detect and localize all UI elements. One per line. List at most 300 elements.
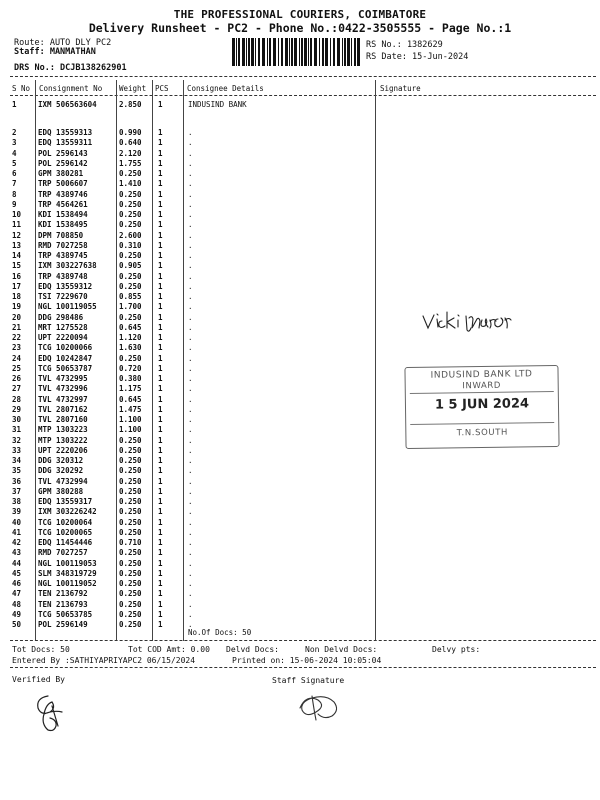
- row-weight: 0.250: [119, 220, 142, 230]
- row-sno: 49: [12, 609, 22, 619]
- row-consignment-no: RMD 7027257: [38, 548, 88, 558]
- row-weight: 0.250: [119, 579, 142, 588]
- printed-on: Printed on: 15-06-2024 10:05:04: [232, 656, 382, 665]
- row-weight: 0.250: [119, 558, 142, 568]
- row-pcs: 1: [158, 527, 163, 537]
- barcode-bar: [262, 38, 265, 66]
- row-pcs: 1: [158, 100, 163, 109]
- row-consignment-no: TVL 4732994: [38, 476, 88, 486]
- row-consignee: .: [188, 322, 193, 332]
- row-consignment-no: TCG 10200065: [38, 527, 93, 537]
- barcode-bar: [242, 38, 245, 66]
- row-consignment-no: UPT 2220206: [38, 445, 88, 455]
- row-sno: 43: [12, 548, 22, 558]
- barcode-bar: [269, 38, 271, 66]
- row-consignment-no: TCG 50653785: [38, 609, 93, 619]
- row-weight: 0.250: [119, 466, 142, 476]
- col-header-consignment: Consignment No: [39, 84, 103, 93]
- row-sno: 28: [12, 394, 22, 404]
- row-consignment-no: EDQ 13559317: [38, 497, 93, 506]
- row-consignee: .: [188, 158, 193, 168]
- row-consignee: .: [188, 363, 193, 373]
- row-consignee: .: [188, 538, 193, 547]
- row-pcs: 1: [158, 148, 163, 158]
- column-rule: [35, 80, 36, 641]
- row-consignment-no: EDQ 13559311: [38, 138, 93, 148]
- column-header-divider: [10, 95, 596, 96]
- row-weight: 0.310: [119, 240, 142, 250]
- row-consignee: .: [188, 220, 193, 230]
- row-weight: 0.645: [119, 322, 142, 332]
- row-weight: 0.250: [119, 507, 142, 517]
- row-sno: 47: [12, 589, 22, 599]
- barcode-bar: [333, 38, 335, 66]
- table-bottom-divider: [10, 640, 596, 641]
- row-consignment-no: IXM 303227638: [38, 261, 97, 271]
- barcode-bar: [308, 38, 309, 66]
- row-sno: 34: [12, 456, 22, 465]
- column-rule: [152, 80, 153, 641]
- barcode-bar: [351, 38, 352, 66]
- row-sno: 45: [12, 568, 22, 578]
- row-weight: 2.850: [119, 100, 142, 109]
- stamp-inward: INWARD: [462, 380, 502, 392]
- row-weight: 1.700: [119, 302, 142, 312]
- row-consignee: .: [188, 230, 193, 240]
- row-pcs: 1: [158, 476, 163, 486]
- row-consignment-no: TEN 2136792: [38, 589, 88, 599]
- row-consignee: .: [188, 507, 193, 517]
- row-weight: 1.410: [119, 179, 142, 189]
- row-pcs: 1: [158, 333, 163, 342]
- row-pcs: 1: [158, 599, 163, 609]
- row-pcs: 1: [158, 486, 163, 496]
- row-sno: 46: [12, 579, 22, 588]
- row-sno: 3: [12, 138, 17, 148]
- row-consignment-no: DDG 320292: [38, 466, 84, 476]
- staff-label: Staff: MANMATHAN: [14, 47, 96, 57]
- row-weight: 1.120: [119, 333, 142, 342]
- row-consignment-no: EDQ 13559313: [38, 128, 93, 137]
- row-pcs: 1: [158, 261, 163, 271]
- row-pcs: 1: [158, 322, 163, 332]
- row-sno: 50: [12, 620, 22, 629]
- row-pcs: 1: [158, 579, 163, 588]
- row-consignment-no: MTP 1303222: [38, 435, 88, 445]
- row-pcs: 1: [158, 312, 163, 322]
- row-weight: 0.250: [119, 486, 142, 496]
- barcode-bar: [322, 38, 324, 66]
- row-sno: 7: [12, 179, 17, 189]
- row-consignee: .: [188, 128, 193, 137]
- row-sno: 10: [12, 210, 22, 219]
- row-consignment-no: POL 2596142: [38, 158, 88, 168]
- barcode-bar: [304, 38, 307, 66]
- row-sno: 32: [12, 435, 22, 445]
- row-consignment-no: POL 2596149: [38, 620, 88, 629]
- footer-divider: [10, 667, 596, 668]
- row-weight: 0.250: [119, 169, 142, 178]
- row-consignee: .: [188, 609, 193, 619]
- barcode-bar: [319, 38, 320, 66]
- row-consignee: .: [188, 579, 193, 588]
- row-sno: 38: [12, 497, 22, 506]
- barcode-bar: [258, 38, 260, 66]
- row-pcs: 1: [158, 128, 163, 137]
- row-pcs: 1: [158, 230, 163, 240]
- row-consignee: .: [188, 384, 193, 394]
- row-sno: 24: [12, 353, 22, 363]
- row-consignee: .: [188, 302, 193, 312]
- row-pcs: 1: [158, 179, 163, 189]
- row-pcs: 1: [158, 558, 163, 568]
- row-consignment-no: TVL 2807162: [38, 404, 88, 414]
- row-sno: 16: [12, 271, 22, 281]
- staff-signature: [292, 690, 348, 724]
- row-consignee: .: [188, 394, 193, 404]
- col-header-weight: Weight: [119, 84, 147, 93]
- row-pcs: 1: [158, 189, 163, 199]
- row-weight: 2.120: [119, 148, 142, 158]
- row-weight: 0.720: [119, 363, 142, 373]
- barcode-bar: [314, 38, 317, 66]
- barcode-bar: [299, 38, 300, 66]
- row-weight: 0.990: [119, 128, 142, 137]
- row-pcs: 1: [158, 240, 163, 250]
- barcode-bar: [337, 38, 340, 66]
- row-weight: 0.250: [119, 589, 142, 599]
- stamp-bank-name: INDUSIND BANK LTD: [430, 369, 533, 381]
- row-sno: 5: [12, 158, 17, 168]
- drs-number: DRS No.: DCJB138262901: [14, 63, 127, 73]
- row-consignment-no: TRP 4389745: [38, 251, 88, 260]
- row-pcs: 1: [158, 169, 163, 178]
- row-weight: 0.250: [119, 210, 142, 219]
- row-consignee: .: [188, 456, 193, 465]
- row-consignment-no: TRP 4564261: [38, 199, 88, 209]
- barcode-bar: [344, 38, 346, 66]
- row-pcs: 1: [158, 404, 163, 414]
- row-sno: 42: [12, 538, 22, 547]
- row-sno: 14: [12, 251, 22, 260]
- barcode-bar: [278, 38, 279, 66]
- row-consignee: .: [188, 281, 193, 291]
- row-pcs: 1: [158, 415, 163, 424]
- row-consignment-no: TVL 4732996: [38, 384, 88, 394]
- row-consignment-no: IXM 303226242: [38, 507, 97, 517]
- row-consignee: .: [188, 374, 193, 383]
- rs-date: RS Date: 15-Jun-2024: [366, 52, 469, 62]
- row-sno: 33: [12, 445, 22, 455]
- col-header-signature: Signature: [380, 84, 421, 93]
- row-consignment-no: TSI 7229670: [38, 292, 88, 301]
- barcode-bar: [357, 38, 360, 66]
- row-consignment-no: TVL 2807160: [38, 415, 88, 424]
- row-sno: 2: [12, 128, 17, 137]
- row-sno: 17: [12, 281, 22, 291]
- staff-signature-label: Staff Signature: [272, 676, 345, 685]
- row-consignee: .: [188, 189, 193, 199]
- row-consignee: INDUSIND BANK: [188, 100, 247, 109]
- row-weight: 0.710: [119, 538, 142, 547]
- row-sno: 37: [12, 486, 22, 496]
- row-pcs: 1: [158, 374, 163, 383]
- row-pcs: 1: [158, 538, 163, 547]
- row-consignee: .: [188, 620, 193, 629]
- row-pcs: 1: [158, 507, 163, 517]
- row-consignee: .: [188, 271, 193, 281]
- row-sno: 40: [12, 517, 22, 527]
- row-consignment-no: IXM 506563604: [38, 100, 97, 109]
- row-sno: 19: [12, 302, 22, 312]
- row-weight: 1.755: [119, 158, 142, 168]
- col-header-consignee: Consignee Details: [187, 84, 264, 93]
- row-sno: 41: [12, 527, 22, 537]
- row-sno: 20: [12, 312, 22, 322]
- row-sno: 36: [12, 476, 22, 486]
- row-consignee: .: [188, 404, 193, 414]
- column-rule: [375, 80, 376, 641]
- row-consignee: .: [188, 589, 193, 599]
- barcode-bar: [289, 38, 290, 66]
- row-pcs: 1: [158, 445, 163, 455]
- receiver-signature: [420, 306, 532, 338]
- row-pcs: 1: [158, 384, 163, 394]
- row-weight: 1.100: [119, 425, 142, 435]
- barcode-bar: [255, 38, 256, 66]
- row-pcs: 1: [158, 568, 163, 578]
- barcode-bar: [285, 38, 288, 66]
- row-pcs: 1: [158, 517, 163, 527]
- row-pcs: 1: [158, 435, 163, 445]
- row-consignee: .: [188, 210, 193, 219]
- row-weight: 0.640: [119, 138, 142, 148]
- row-weight: 0.250: [119, 620, 142, 629]
- row-consignee: .: [188, 333, 193, 342]
- column-rule: [183, 80, 184, 641]
- row-consignee: .: [188, 240, 193, 250]
- company-name: THE PROFESSIONAL COURIERS, COIMBATORE: [173, 8, 427, 21]
- row-pcs: 1: [158, 589, 163, 599]
- row-weight: 0.250: [119, 497, 142, 506]
- barcode-bar: [273, 38, 276, 66]
- row-consignee: .: [188, 425, 193, 435]
- row-sno: 12: [12, 230, 22, 240]
- row-pcs: 1: [158, 548, 163, 558]
- row-sno: 25: [12, 363, 22, 373]
- row-consignee: .: [188, 148, 193, 158]
- row-consignment-no: DPM 708850: [38, 230, 84, 240]
- header-divider: [10, 76, 596, 77]
- route-label: Route: AUTO DLY PC2: [14, 38, 112, 48]
- entered-by: Entered By :SATHIYAPRIYAPC2 06/15/2024: [12, 656, 196, 665]
- row-weight: 0.645: [119, 394, 142, 404]
- row-consignment-no: EDQ 10242847: [38, 353, 93, 363]
- row-consignee: .: [188, 179, 193, 189]
- row-pcs: 1: [158, 210, 163, 219]
- row-weight: 1.100: [119, 415, 142, 424]
- row-sno: 6: [12, 169, 17, 178]
- row-weight: 0.250: [119, 599, 142, 609]
- total-docs: Tot Docs: 50: [12, 645, 70, 654]
- row-pcs: 1: [158, 138, 163, 148]
- row-sno: 18: [12, 292, 22, 301]
- row-consignment-no: NGL 100119052: [38, 579, 97, 588]
- row-consignment-no: MTP 1303223: [38, 425, 88, 435]
- row-consignee: .: [188, 517, 193, 527]
- row-consignment-no: TRP 5006607: [38, 179, 88, 189]
- row-sno: 4: [12, 148, 17, 158]
- row-consignment-no: TVL 4732997: [38, 394, 88, 404]
- row-consignment-no: KDI 1538494: [38, 210, 88, 219]
- row-consignee: .: [188, 445, 193, 455]
- row-pcs: 1: [158, 394, 163, 404]
- row-pcs: 1: [158, 456, 163, 465]
- row-pcs: 1: [158, 220, 163, 230]
- row-weight: 0.250: [119, 476, 142, 486]
- row-weight: 0.250: [119, 609, 142, 619]
- row-consignment-no: NGL 100119053: [38, 558, 97, 568]
- row-consignee: .: [188, 292, 193, 301]
- row-weight: 0.905: [119, 261, 142, 271]
- row-pcs: 1: [158, 199, 163, 209]
- row-weight: 0.250: [119, 353, 142, 363]
- row-weight: 1.475: [119, 404, 142, 414]
- row-pcs: 1: [158, 363, 163, 373]
- barcode-bar: [342, 38, 343, 66]
- row-sno: 31: [12, 425, 22, 435]
- barcode-bar: [281, 38, 283, 66]
- row-consignment-no: TCG 50653787: [38, 363, 93, 373]
- barcode-bar: [236, 38, 237, 66]
- row-consignment-no: TEN 2136793: [38, 599, 88, 609]
- barcode-bar: [238, 38, 240, 66]
- row-consignment-no: TCG 10200066: [38, 343, 93, 353]
- row-pcs: 1: [158, 343, 163, 353]
- barcode-bar: [310, 38, 312, 66]
- row-weight: 0.250: [119, 251, 142, 260]
- row-weight: 0.250: [119, 199, 142, 209]
- row-consignee: .: [188, 497, 193, 506]
- row-sno: 29: [12, 404, 22, 414]
- row-consignment-no: GPM 380288: [38, 486, 84, 496]
- row-consignment-no: NGL 100119055: [38, 302, 97, 312]
- row-consignee: .: [188, 435, 193, 445]
- barcode-bar: [325, 38, 328, 66]
- barcode-bar: [330, 38, 331, 66]
- row-weight: 0.250: [119, 312, 142, 322]
- row-consignment-no: KDI 1538495: [38, 220, 88, 230]
- barcode-bar: [347, 38, 350, 66]
- row-pcs: 1: [158, 281, 163, 291]
- row-pcs: 1: [158, 271, 163, 281]
- verified-by-label: Verified By: [12, 675, 65, 684]
- stamp-divider: [410, 422, 554, 425]
- row-weight: 0.855: [119, 292, 142, 301]
- row-sno: 30: [12, 415, 22, 424]
- row-weight: 0.250: [119, 456, 142, 465]
- row-consignment-no: RMD 7027258: [38, 240, 88, 250]
- row-weight: 0.250: [119, 281, 142, 291]
- stamp-date: 1 5 JUN 2024: [434, 396, 530, 413]
- barcode-bar: [267, 38, 268, 66]
- verified-by-signature: [30, 692, 70, 734]
- delivery-points: Delvy pts:: [432, 645, 481, 654]
- row-sno: 35: [12, 466, 22, 476]
- non-delivered-docs: Non Delvd Docs:: [305, 645, 378, 654]
- delivered-docs: Delvd Docs:: [226, 645, 279, 654]
- row-pcs: 1: [158, 292, 163, 301]
- row-consignment-no: EDQ 13559312: [38, 281, 93, 291]
- row-sno: 48: [12, 599, 22, 609]
- row-consignee: .: [188, 415, 193, 424]
- row-sno: 21: [12, 322, 22, 332]
- row-consignee: .: [188, 568, 193, 578]
- row-pcs: 1: [158, 609, 163, 619]
- row-consignment-no: TVL 4732995: [38, 374, 88, 383]
- row-consignee: .: [188, 251, 193, 260]
- row-consignment-no: TRP 4389748: [38, 271, 88, 281]
- row-consignee: .: [188, 261, 193, 271]
- row-consignee: .: [188, 527, 193, 537]
- row-sno: 11: [12, 220, 22, 230]
- barcode-bar: [248, 38, 250, 66]
- row-consignee: .: [188, 558, 193, 568]
- row-consignment-no: TCG 10200064: [38, 517, 93, 527]
- runsheet-title: Delivery Runsheet - PC2 - Phone No.:0422-3505555 - Page No.:1: [88, 21, 512, 35]
- row-consignment-no: MRT 1275528: [38, 322, 88, 332]
- rs-number: RS No.: 1382629: [366, 40, 443, 50]
- no-of-docs: No.Of Docs: 50: [188, 628, 252, 637]
- barcode: [232, 38, 360, 66]
- row-sno: 1: [12, 100, 17, 109]
- row-weight: 1.175: [119, 384, 142, 394]
- barcode-bar: [294, 38, 297, 66]
- row-consignee: .: [188, 353, 193, 363]
- row-pcs: 1: [158, 158, 163, 168]
- row-weight: 0.250: [119, 568, 142, 578]
- barcode-bar: [246, 38, 247, 66]
- barcode-bar: [354, 38, 356, 66]
- row-weight: 0.250: [119, 189, 142, 199]
- row-pcs: 1: [158, 466, 163, 476]
- row-consignee: .: [188, 486, 193, 496]
- row-pcs: 1: [158, 302, 163, 312]
- row-weight: 1.630: [119, 343, 142, 353]
- row-consignee: .: [188, 599, 193, 609]
- row-weight: 0.250: [119, 271, 142, 281]
- row-consignee: .: [188, 466, 193, 476]
- barcode-bar: [251, 38, 254, 66]
- row-weight: 0.250: [119, 445, 142, 455]
- row-consignment-no: GPM 380281: [38, 169, 84, 178]
- row-sno: 22: [12, 333, 22, 342]
- row-weight: 2.600: [119, 230, 142, 240]
- row-consignee: .: [188, 548, 193, 558]
- row-consignee: .: [188, 169, 193, 178]
- row-sno: 23: [12, 343, 22, 353]
- row-consignment-no: DDG 298486: [38, 312, 84, 322]
- total-cod-amount: Tot COD Amt: 0.00: [128, 645, 210, 654]
- row-consignment-no: DDG 320312: [38, 456, 84, 465]
- barcode-bar: [232, 38, 235, 66]
- row-sno: 9: [12, 199, 17, 209]
- row-pcs: 1: [158, 353, 163, 363]
- row-consignee: .: [188, 312, 193, 322]
- row-pcs: 1: [158, 497, 163, 506]
- row-consignee: .: [188, 138, 193, 148]
- row-consignee: .: [188, 343, 193, 353]
